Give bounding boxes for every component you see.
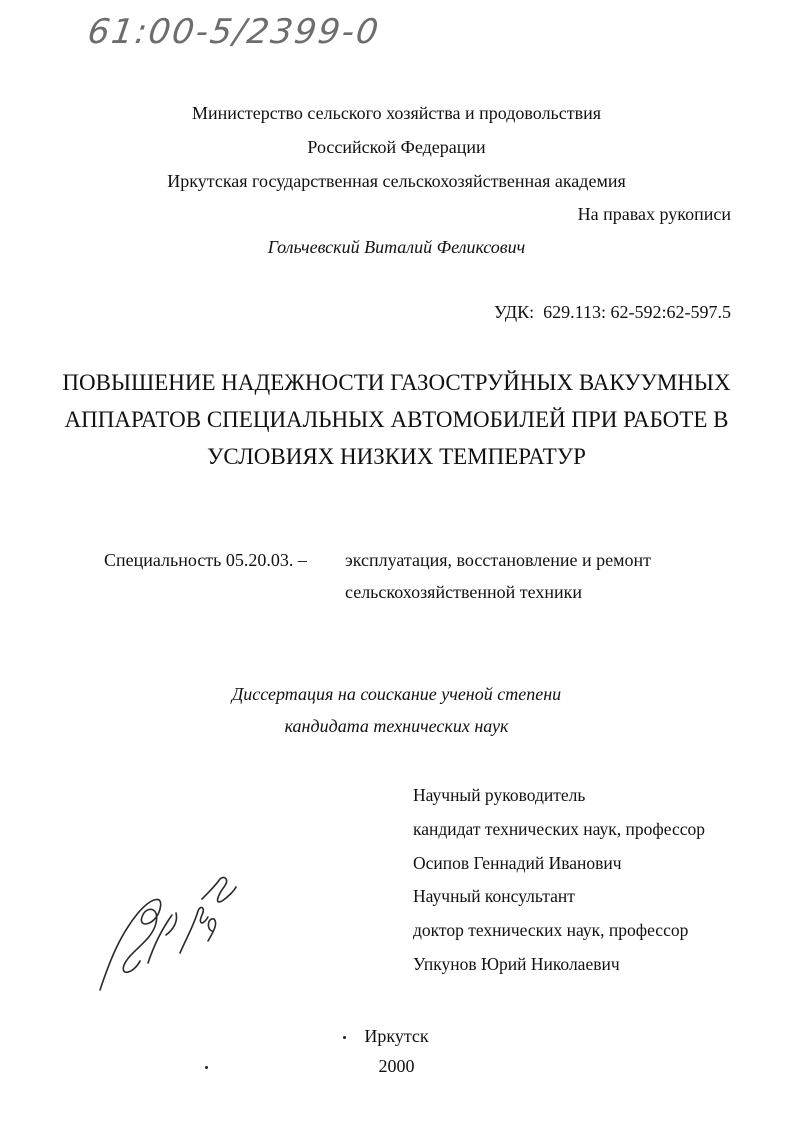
supervisor-degree: кандидат технических наук, профессор xyxy=(413,819,705,839)
supervisor-name: Осипов Геннадий Иванович xyxy=(413,853,622,873)
dissertation-line-2: кандидата технических наук xyxy=(284,716,509,736)
udk-codes: 629.113: 62-592:62-597.5 xyxy=(543,302,731,322)
specialty-description-line-2: сельскохозяйственной техники xyxy=(345,582,582,602)
author-name: Гольчевский Виталий Феликсович xyxy=(267,237,526,257)
thesis-title-line-1: ПОВЫШЕНИЕ НАДЕЖНОСТИ ГАЗОСТРУЙНЫХ ВАКУУМНЫХ xyxy=(62,370,731,395)
consultant-name: Упкунов Юрий Николаевич xyxy=(413,954,620,974)
year: 2000 xyxy=(378,1056,415,1076)
city: Иркутск xyxy=(364,1026,429,1046)
thesis-title-line-2: АППАРАТОВ СПЕЦИАЛЬНЫХ АВТОМОБИЛЕЙ ПРИ РАБОТЕ В xyxy=(64,407,729,432)
manuscript-rights: На правах рукописи xyxy=(577,204,731,224)
ministry-line-2: Российской Федерации xyxy=(307,137,486,157)
dissertation-line-1: Диссертация на соискание ученой степени xyxy=(231,684,562,704)
handwritten-signature xyxy=(90,865,250,995)
udk-line xyxy=(494,302,731,323)
academy-name: Иркутская государственная сельскохозяйственная академия xyxy=(167,171,626,191)
ministry-line-1: Министерство сельского хозяйства и продовольствия xyxy=(191,103,602,123)
consultant-role: Научный консультант xyxy=(413,886,575,906)
consultant-degree: доктор технических наук, профессор xyxy=(413,920,689,940)
specialty-label: Специальность 05.20.03. – xyxy=(104,550,307,570)
udk-label: УДК: xyxy=(493,302,535,322)
archive-number-handwritten: 61:00-5/2399-0 xyxy=(85,12,383,52)
thesis-title-line-3: УСЛОВИЯХ НИЗКИХ ТЕМПЕРАТУР xyxy=(207,444,586,469)
specialty-description-line-1: эксплуатация, восстановление и ремонт xyxy=(345,550,652,570)
supervisor-role: Научный руководитель xyxy=(413,785,586,805)
